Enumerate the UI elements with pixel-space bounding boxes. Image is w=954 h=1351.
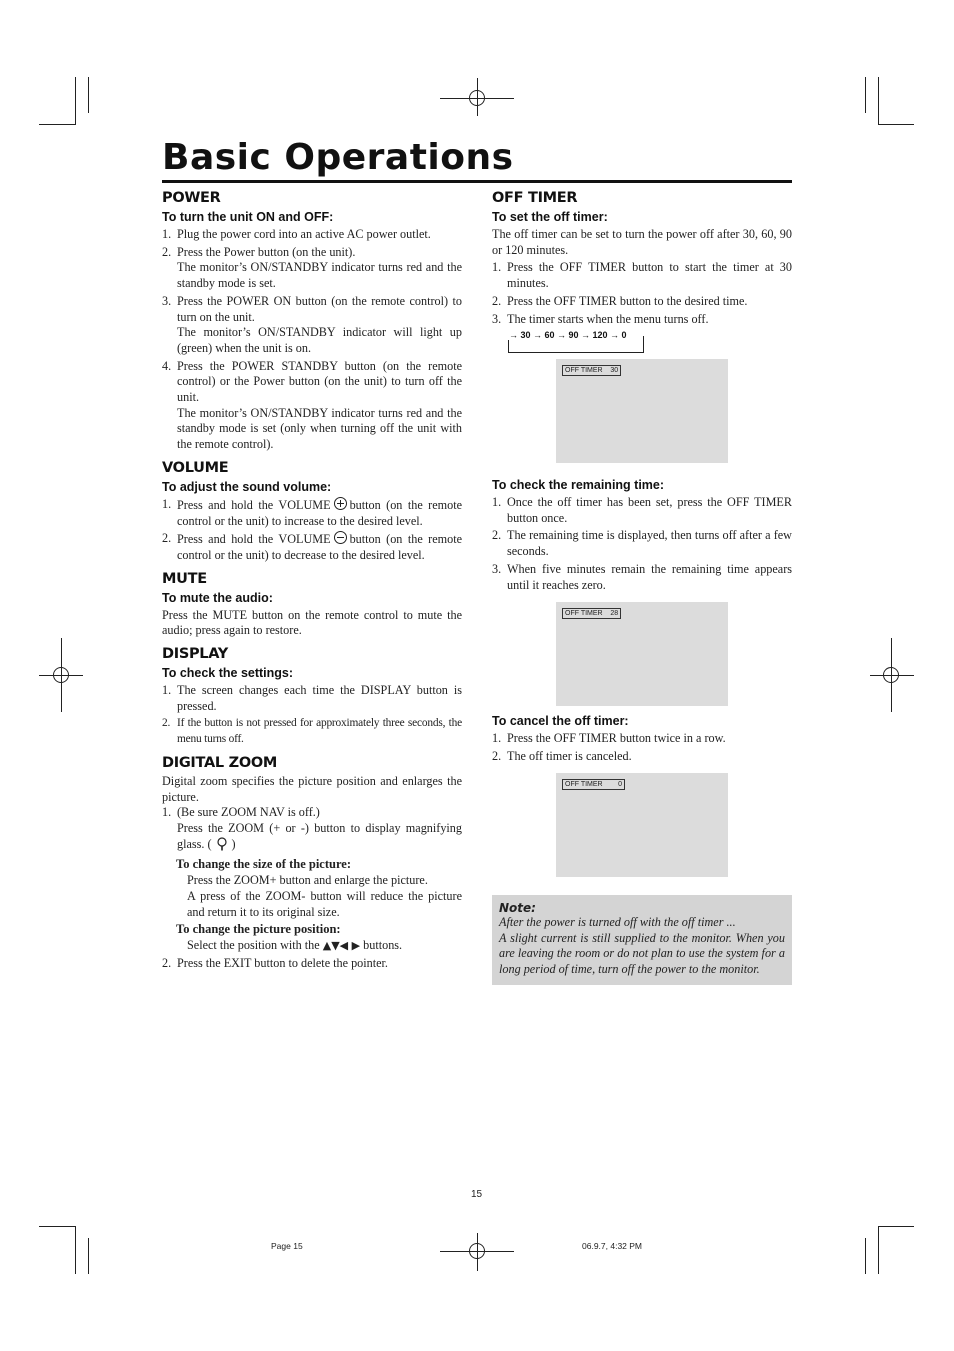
footer-timestamp: 06.9.7, 4:32 PM (582, 1241, 643, 1251)
page-number: 15 (471, 1189, 483, 1200)
digital-zoom-heading: DIGITAL ZOOM (162, 754, 277, 771)
zoom-size-2: A press of the ZOOM- button will reduce the picture and return it to its original size. (187, 888, 462, 919)
list-item: 2. Press the OFF TIMER button to the desired time. (492, 293, 748, 308)
off-timer-heading: OFF TIMER (492, 190, 578, 206)
note-box (492, 895, 792, 985)
cancel-section (492, 713, 792, 766)
list-item: 2. Press the Power button (on the unit). The monitor’s ON/STANDBY indicator turns red and the standby mode is set. (162, 244, 462, 291)
zoom-position-title: To change the picture position: (176, 922, 341, 937)
zoom-intro: Digital zoom specifies the picture position and enlarges the picture. (162, 773, 462, 804)
list-item: 1. The screen changes each time the DISPLAY button is pressed. (162, 683, 462, 713)
list-item: 2. The off timer is canceled. (492, 748, 632, 763)
list-item: 2. Press the EXIT button to delete the pointer. (162, 955, 388, 970)
off-timer-intro: The off timer can be set to turn the power off after 30, 60, 90 or 120 minutes. (492, 227, 792, 257)
list-item: 3. When five minutes remain the remaining time appears until it reaches zero. (492, 561, 792, 592)
note-title: Note: (499, 901, 536, 915)
zoom-steps (162, 805, 462, 855)
remaining-subheading: To check the remaining time: (492, 478, 665, 492)
osd-screen-2 (556, 602, 728, 706)
list-item: 3. The timer starts when the menu turns off. (492, 311, 709, 326)
cancel-steps (492, 731, 792, 764)
power-subheading: To turn the unit ON and OFF: (162, 210, 334, 224)
osd-screen-1 (556, 359, 728, 463)
display-steps (162, 683, 462, 748)
list-item: 1. Once the off timer has been set, press the OFF TIMER button once. (492, 495, 792, 525)
off-timer-steps (492, 260, 792, 327)
osd-label: OFF TIMER 0 (562, 779, 625, 790)
list-item: 2. If the button is not pressed for approximately three seconds, the menu turns off. (162, 717, 462, 746)
note-line-1: After the power is turned off with the off timer ... (499, 915, 736, 929)
zoom-size-1: Press the ZOOM+ button and enlarge the picture. (187, 873, 428, 888)
osd-label: OFF TIMER 30 (562, 365, 621, 376)
footer-page-label: Page 15 (271, 1241, 303, 1251)
power-steps (162, 227, 462, 453)
list-item: 3. Press the POWER ON button (on the remote control) to turn on the unit. The monitor’s ON/STANDBY indicator will light up (green) when the unit is on. (162, 293, 462, 355)
remaining-section (492, 477, 792, 595)
arrow-buttons-icon: ▲▼◀ ▶ (322, 938, 361, 952)
list-item: 4. Press the POWER STANDBY button (on the remote control) or the Power button (on the unit) to turn off the unit. The monitor’s ON/STANDBY indicator turns red and the standby mode is set (only when turning off the unit with the remote control). (162, 358, 462, 452)
magnifying-glass-icon (216, 837, 228, 856)
remaining-steps (492, 495, 792, 593)
power-heading: POWER (162, 190, 221, 206)
mute-heading: MUTE (162, 570, 207, 587)
note-line-2: A slight current is still supplied to the monitor. When you are leaving the room or do not plan to use the system for a long period of time, turn off the power to the monitor. (499, 930, 785, 976)
page-title: Basic Operations (162, 137, 514, 178)
volume-up-icon (334, 497, 347, 510)
volume-down-icon (334, 531, 347, 544)
display-heading: DISPLAY (162, 646, 228, 663)
volume-heading: VOLUME (162, 459, 229, 476)
zoom-steps-2 (162, 956, 462, 972)
zoom-size-title: To change the size of the picture: (176, 857, 351, 872)
display-subheading: To check the settings: (162, 666, 294, 681)
mute-subheading: To mute the audio: (162, 590, 273, 605)
cancel-subheading: To cancel the off timer: (492, 714, 629, 728)
list-item: 1. Plug the power cord into an active AC power outlet. (162, 227, 431, 241)
list-item: 2. Press and hold the VOLUME button (on the remote control or the unit) to decrease to the desired level. (162, 531, 463, 562)
volume-subheading: To adjust the sound volume: (162, 479, 332, 494)
left-column (162, 189, 462, 973)
list-item: 1. Press the OFF TIMER button to start the timer at 30 minutes. (492, 260, 792, 291)
title-rule (162, 180, 792, 183)
volume-steps (162, 497, 462, 564)
osd-label: OFF TIMER 28 (562, 608, 621, 619)
timer-cycle-sequence: → 30 → 60 → 90 → 120 → 0 (509, 330, 627, 340)
list-item: 2. The remaining time is displayed, then turns off after a few seconds. (492, 528, 792, 559)
right-column (492, 189, 792, 329)
zoom-position-text: Select the position with the ▲▼◀ ▶ buttons. (187, 937, 403, 952)
osd-screen-3 (556, 773, 728, 877)
list-item: 1. Press and hold the VOLUME button (on the remote control or the unit) to increase to the desired level. (162, 496, 463, 528)
list-item: 1. Press the OFF TIMER button twice in a row. (492, 731, 726, 745)
list-item: 1. (Be sure ZOOM NAV is off.) Press the ZOOM (+ or -) button to display magnifying glass. ( ) (162, 805, 462, 855)
mute-text: Press the MUTE button on the remote control to mute the audio; press again to restore. (162, 607, 462, 638)
off-timer-subheading: To set the off timer: (492, 210, 608, 224)
